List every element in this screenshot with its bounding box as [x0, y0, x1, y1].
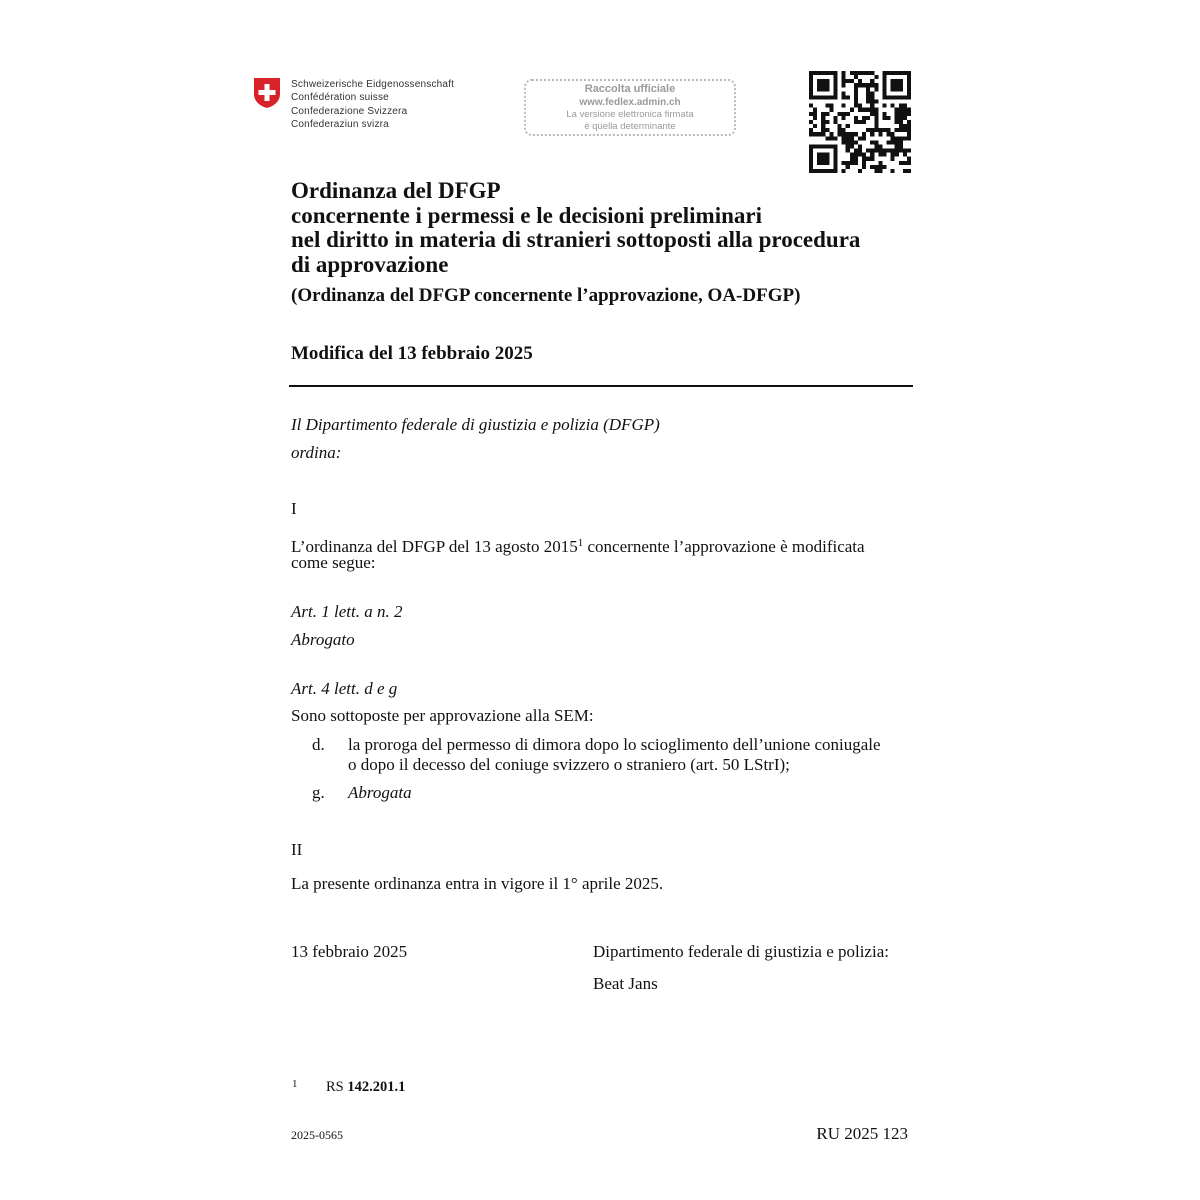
stamp-note-1: La versione elettronica firmata: [566, 109, 694, 120]
signature-name: Beat Jans: [593, 974, 658, 993]
document-code: 2025-0565: [291, 1128, 343, 1142]
confederation-names: [291, 78, 454, 131]
list-item-line: o dopo il decesso del coniuge svizzero o straniero (art. 50 LStrI);: [348, 755, 790, 774]
art1-text: Abrogato: [291, 630, 355, 649]
footnote-ref: 1: [577, 537, 584, 549]
swiss-cross-icon: [253, 77, 281, 109]
stamp-note-2: è quella determinante: [584, 121, 676, 132]
intro-text-cont: concernente l’approvazione è modificata: [583, 537, 865, 556]
footnote-prefix: RS: [326, 1079, 344, 1095]
stamp-url: www.fedlex.admin.ch: [579, 97, 681, 108]
art4-heading: Art. 4 lett. d e g: [291, 679, 398, 698]
title-line: di approvazione: [291, 251, 449, 277]
signature-department: Dipartimento federale di giustizia e polizia:: [593, 942, 889, 961]
intro-text: L’ordinanza del DFGP del 13 agosto 2015: [291, 537, 578, 556]
art4-intro: Sono sottoposte per approvazione alla SEM:: [291, 706, 594, 725]
official-collection-ref: RU 2025 123: [816, 1124, 908, 1143]
footnote-reference: 142.201.1: [347, 1079, 406, 1095]
title-line: concernente i permessi e le decisioni preliminari: [291, 202, 762, 228]
issuer: Il Dipartimento federale di giustizia e polizia (DFGP): [291, 415, 660, 434]
art1-heading: Art. 1 lett. a n. 2: [291, 602, 403, 621]
list-item-line: la proroga del permesso di dimora dopo lo scioglimento dell’unione coniugale: [348, 735, 881, 754]
confederation-name-rm: Confederaziun svizra: [291, 118, 389, 130]
title-line: Ordinanza del DFGP: [291, 178, 501, 203]
document-subtitle: (Ordinanza del DFGP concernente l’approvazione, OA-DFGP): [291, 285, 801, 306]
section-numeral-2: II: [291, 840, 303, 859]
document-title: [291, 179, 911, 277]
qr-code-icon: [809, 71, 911, 173]
section1-intro: [291, 533, 913, 557]
signature-date: 13 febbraio 2025: [291, 942, 408, 961]
list-item-text: Abrogata: [348, 783, 412, 802]
entry-into-force: La presente ordinanza entra in vigore il 1° aprile 2025.: [291, 874, 664, 893]
footnote-text: [326, 1079, 405, 1096]
section1-intro-line2: come segue:: [291, 553, 376, 572]
footnote-number: 1: [292, 1078, 298, 1090]
confederation-name-fr: Confédération suisse: [291, 92, 389, 104]
list-item-marker: d.: [312, 735, 325, 754]
list-item-text: [348, 735, 913, 775]
title-line: nel diritto in materia di stranieri sottoposti alla procedura: [291, 227, 861, 252]
official-collection-stamp: [524, 79, 736, 136]
confederation-name-it: Confederazione Svizzera: [291, 105, 408, 117]
section-numeral-1: I: [291, 499, 297, 518]
confederation-name-de: Schweizerische Eidgenossenschaft: [291, 79, 455, 90]
list-item-marker: g.: [312, 783, 325, 802]
ordains: ordina:: [291, 443, 342, 462]
stamp-title: Raccolta ufficiale: [584, 83, 676, 95]
modification-date: Modifica del 13 febbraio 2025: [291, 343, 533, 364]
title-divider: [289, 385, 913, 387]
